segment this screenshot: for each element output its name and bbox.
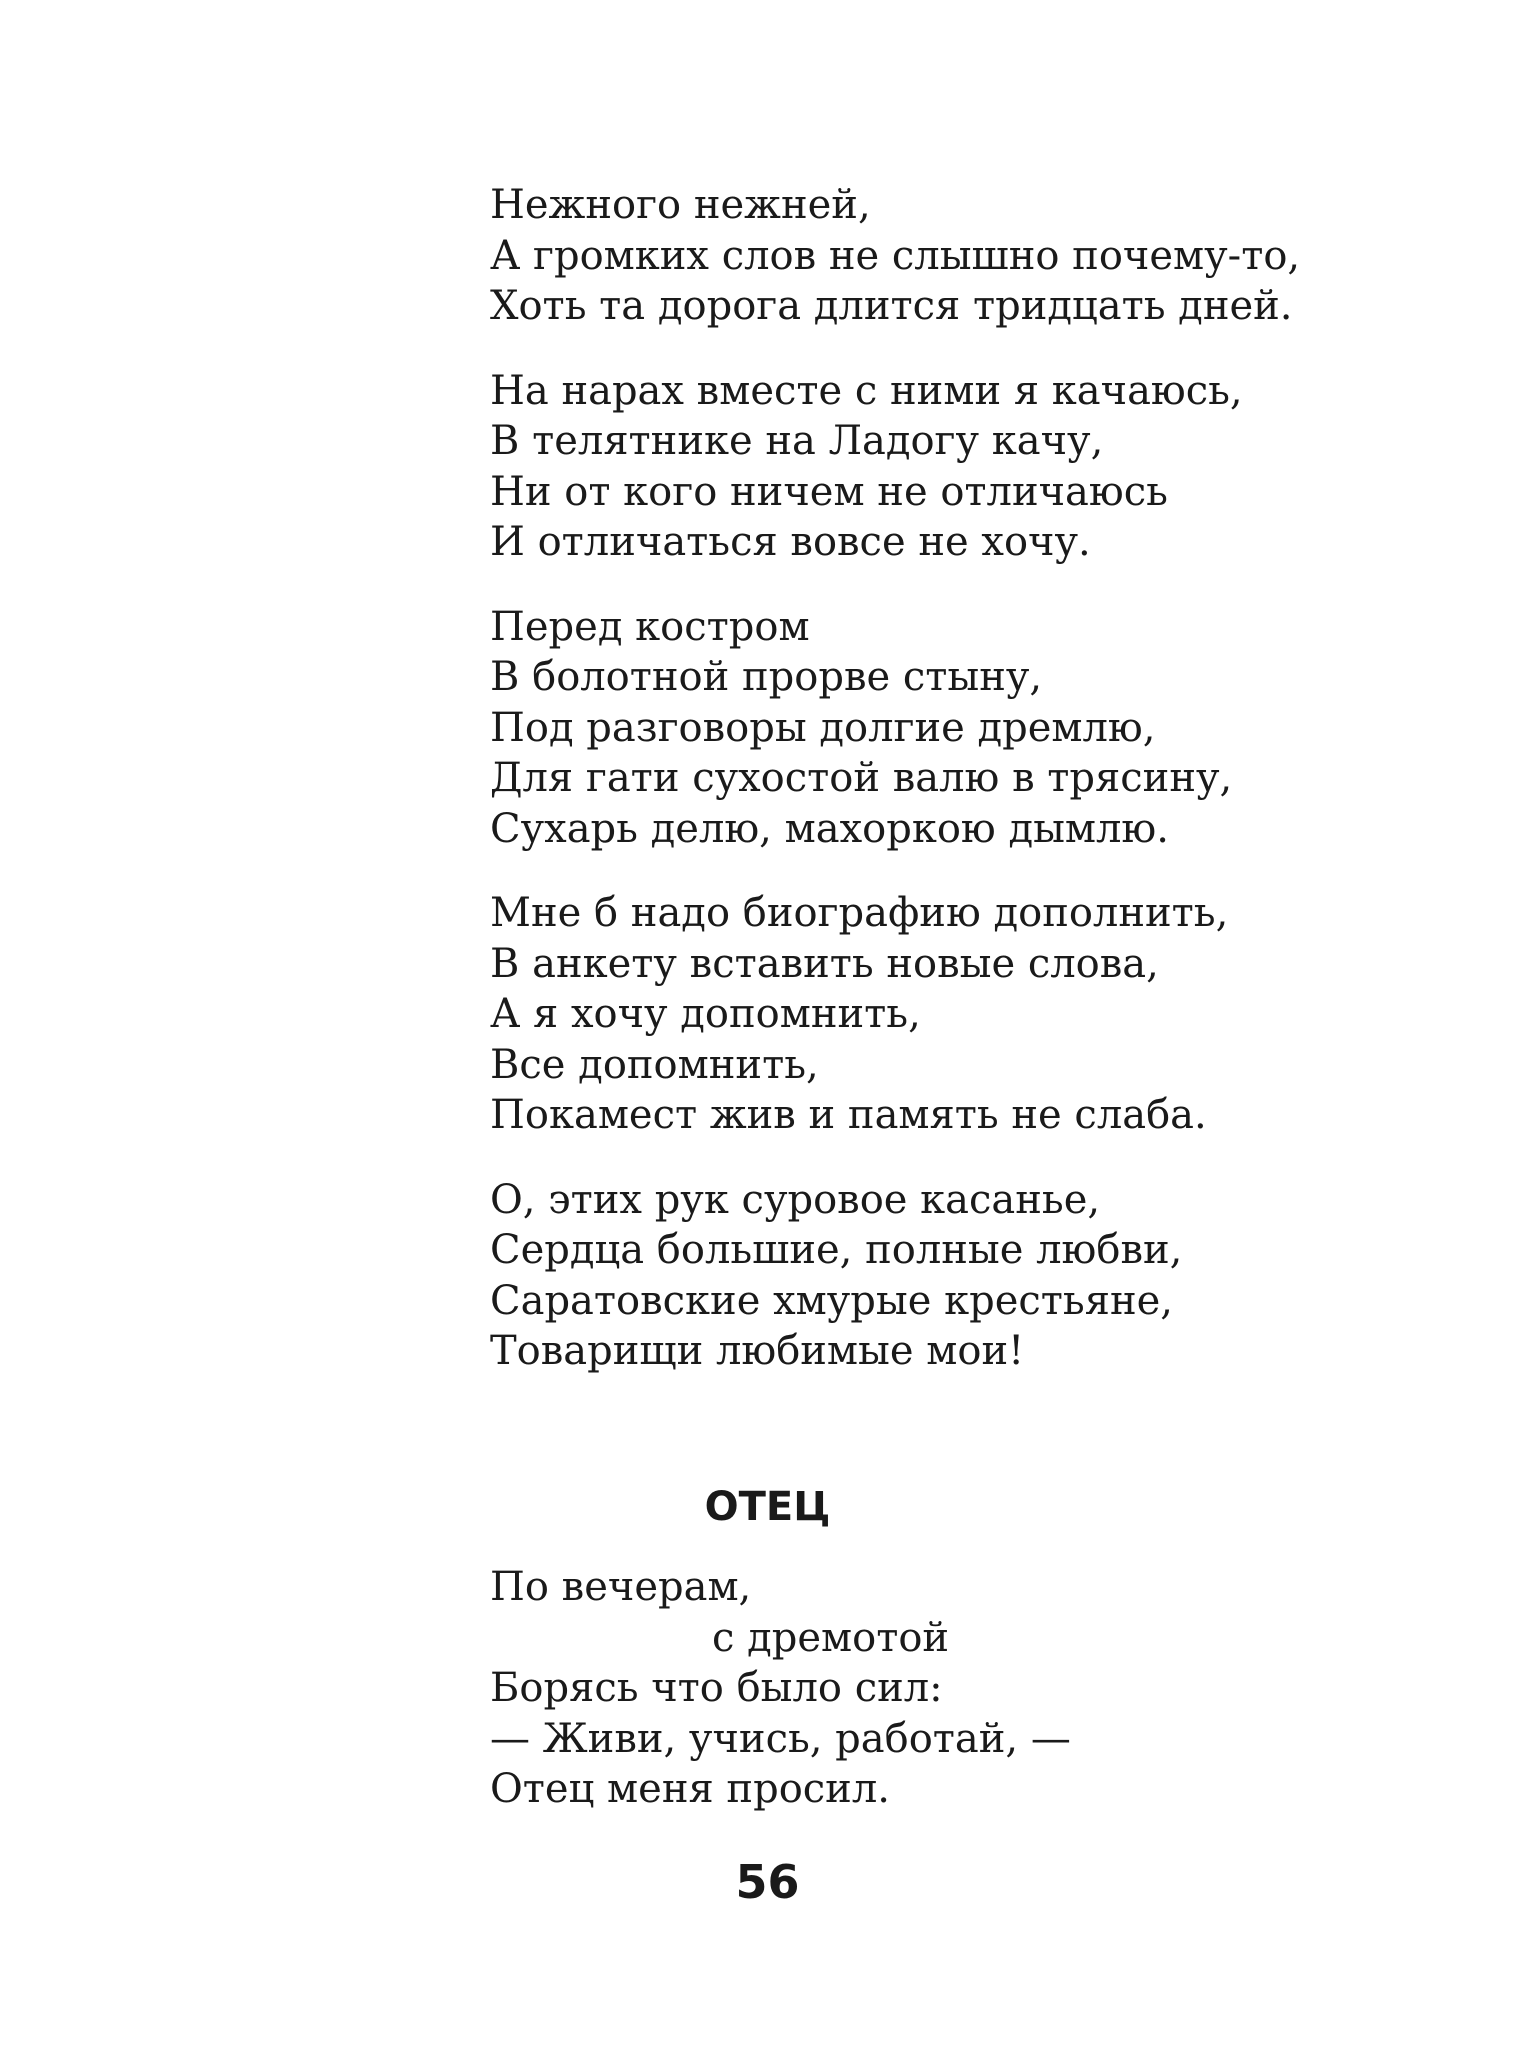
verse-line: Ни от кого ничем не отличаюсь <box>490 468 1168 515</box>
verse-line: Под разговоры долгие дремлю, <box>490 704 1156 751</box>
stanza-1 <box>490 180 1390 332</box>
page-number: 56 <box>735 1855 800 1909</box>
verse-line: В болотной прорве стыну, <box>490 654 1043 700</box>
poem-previous-continuation <box>490 180 1390 1411</box>
verse-line: Покамест жив и память не слаба. <box>490 1092 1207 1138</box>
verse-line: Хоть та дорога длится тридцать дней. <box>490 283 1293 329</box>
verse-line: По вечерам, <box>490 1564 752 1610</box>
verse-line-indented: с дремотой <box>712 1614 950 1661</box>
verse-line: Мне б надо биографию дополнить, <box>490 890 1229 936</box>
verse-line: Сердца большие, полные любви, <box>490 1227 1183 1273</box>
poem-otets <box>490 1562 1390 1815</box>
verse-line: О, этих рук суровое касанье, <box>490 1176 1101 1223</box>
stanza-4 <box>490 888 1390 1141</box>
verse-line: Товарищи любимые мои! <box>490 1328 1025 1374</box>
verse-line: Саратовские хмурые крестьяне, <box>490 1277 1173 1324</box>
verse-line: Сухарь делю, махоркою дымлю. <box>490 805 1169 852</box>
verse-line: Все допомнить, <box>490 1041 819 1088</box>
verse-line: В анкету вставить новые слова, <box>490 940 1159 987</box>
stanza-3 <box>490 602 1390 855</box>
stanza-5 <box>490 1175 1390 1377</box>
verse-line: Борясь что было сил: <box>490 1665 943 1711</box>
verse-line: На нарах вместе с ними я качаюсь, <box>490 367 1243 414</box>
verse-line: Нежного нежней, <box>490 182 871 228</box>
verse-line: А я хочу допомнить, <box>490 991 921 1037</box>
verse-line: — Живи, учись, работай, — <box>490 1715 1071 1762</box>
poem-title: ОТЕЦ <box>704 1484 831 1530</box>
verse-line: Для гати сухостой валю в трясину, <box>490 755 1233 801</box>
verse-line: Перед костром <box>490 603 810 650</box>
stanza-2 <box>490 366 1390 568</box>
verse-line: И отличаться вовсе не хочу. <box>490 519 1091 565</box>
verse-line: А громких слов не слышно почему-то, <box>490 232 1301 279</box>
verse-line: Отец меня просил. <box>490 1766 890 1812</box>
verse-line: В телятнике на Ладогу качу, <box>490 418 1104 464</box>
